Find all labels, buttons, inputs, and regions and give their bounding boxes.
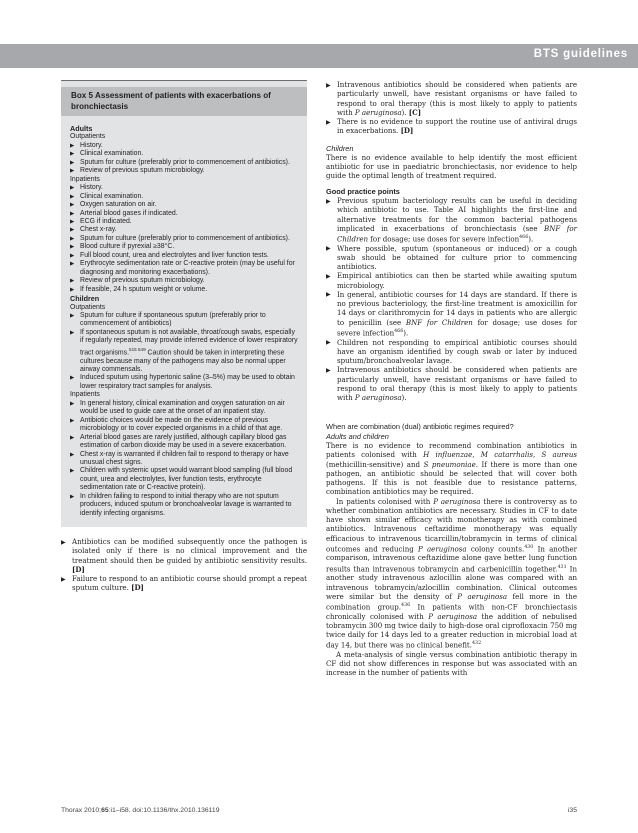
box-title: Box 5 Assessment of patients with exacerbations of bronchiectasis — [61, 87, 307, 116]
recommendation-item — [326, 80, 577, 117]
list-item: ▶ Oxygen saturation on air. — [70, 201, 298, 209]
list-item: ▶ Children with systemic upset would warrant blood sampling (full blood count, urea and electrolytes, liver function tests, erythrocyte sedimentation rate or C-reactive protein). — [70, 467, 298, 492]
gpp-text: for dosage; use doses for severe infection — [368, 234, 520, 244]
children-paragraph: There is no evidence available to help identify the most efficient antibiotic for use in paediatric bronchiectasis, nor evidence to help guide the optimal length of treatment required. — [326, 152, 577, 181]
recommendation-text: Antibiotics can be modified subsequently once the pathogen is isolated only if there is no clinical improvement and the treatment should then be guided by antibiotic sensitivity results. — [72, 537, 307, 565]
list-item: ▶ History. — [70, 184, 298, 192]
child-inpatients-list — [70, 400, 298, 518]
footer-citation: Thorax 2010;65:i1–i58. doi:10.1136/thx.2010.136119 — [61, 807, 220, 814]
good-practice-item: ▶ Children not responding to empirical antibiotic courses should have an organism identified by cough swab or later by induced sputum/bronchoalveolar lavage. — [326, 338, 577, 366]
box-body — [61, 116, 307, 527]
list-item: ▶ Arterial blood gases if indicated. — [70, 210, 298, 218]
list-item: ▶ Sputum for culture if spontaneous sputum (preferably prior to commencement of antibiotics) — [70, 312, 298, 329]
list-item: ▶ Review of previous sputum microbiology. — [70, 277, 298, 285]
children-subheading: Children — [326, 143, 354, 153]
gpp-text: Previous sputum bacteriology results can be useful in deciding which antibiotic to use. Table AI highlights the first-line and alternative treatments for the common bacterial pathogens implicated in exacerbations of bronchiectasis (see — [337, 196, 577, 233]
evidence-grade: [D] — [72, 564, 85, 574]
evidence-grade: [D] — [400, 126, 414, 136]
list-item: ▶ Sputum for culture (preferably prior to commencement of antibiotics). — [70, 235, 298, 243]
children-outpatients-label: Outpatients — [70, 303, 106, 311]
organism-name: P aeruginosa — [354, 107, 402, 117]
list-item: ▶ Sputum for culture (preferably prior to commencement of antibiotics). — [70, 159, 298, 167]
recommendation-text: Failure to respond to an antibiotic course should prompt a repeat sputum culture. — [72, 574, 307, 593]
gpp-text: Intravenous antibiotics should be considered when patients are particularly unwell, have resistant organisms or have failed to respond to oral therapy (this is most likely to apply to patients with — [337, 365, 577, 402]
list-item: ▶ In general history, clinical examination and oxygen saturation on air would be used to guide care at the onset of an inpatient stay. — [70, 400, 298, 417]
evidence-grade: [D] — [131, 583, 144, 593]
reference-title: BNF for Children — [405, 317, 473, 327]
right-column — [326, 80, 577, 678]
list-item: ▶ Chest x-ray is warranted if children fail to respond to therapy or have unusual chest signs. — [70, 451, 298, 468]
list-item: ▶ Erythrocyte sedimentation rate or C-reactive protein (may be useful for diagnosing and monitoring exacerbations). — [70, 260, 298, 277]
recommendation-text: Intravenous antibiotics should be considered when patients are particularly unwell, have resistant organisms or have failed to respond to oral therapy (this is most likely to apply to patients with — [337, 80, 577, 117]
recommendation-item — [61, 537, 307, 574]
reference-title: BNF for Children — [337, 223, 578, 244]
good-practice-item — [326, 290, 577, 338]
recommendation-text: There is no evidence to support the routine use of antiviral drugs in exacerbations. — [337, 117, 577, 136]
children-inpatients-label: Inpatients — [70, 391, 100, 399]
adults-outpatients-label: Outpatients — [70, 133, 106, 141]
recommendation-item — [61, 574, 307, 593]
list-item: ▶ Clinical examination. — [70, 150, 298, 158]
page-number: i35 — [567, 807, 577, 814]
list-item: ▶ Blood culture if pyrexial ≥38°C. — [70, 243, 298, 251]
list-item: ▶ In children failing to respond to initial therapy who are not sputum producers, induced sputum or bronchoalveolar lavage is warranted to identify infecting organisms. — [70, 493, 298, 518]
good-practice-heading: Good practice points — [326, 186, 400, 196]
list-item-text: If spontaneous sputum is not available, throat/cough swabs, especially if regularly repeated, may provide inferred evidence of lower respiratory tract organisms. — [80, 328, 298, 357]
evidence-grade: [C] — [408, 107, 422, 117]
child-outpatients-list — [70, 312, 298, 391]
list-item: ▶ Full blood count, urea and electrolytes and liver function tests. — [70, 252, 298, 260]
running-header-title: BTS guidelines — [533, 48, 628, 60]
paragraph: In patients colonised with P aeruginosa there is controversy as to whether combination antibiotics are necessary. Studies in CF to date have shown similar efficacy with monotherapy as with combined antibiotics. Intravenous ceftazidime monotherapy was equally efficacious to intravenous ticarcillin/tobramycin in terms of clinical outcomes and reducing P aeruginosa colony counts.$^{430}$ In another comparison, intravenous ceftazidime alone gave better lung function results than intravenous tobramycin and carbenicillin together.$^{431}$ In another study intravenous azlocillin alone was compared with an intravenous tobramycin/azlocillin combination. Clinical outcomes were similar but the density of P aeruginosa fell more in the combination group.$^{436}$ In patients with non-CF bronchiectasis chronically colonised with P aeruginosa the addition of nebulised tobramycin 300 mg twice daily to high-dose oral ciprofloxacin 750 mg twice daily for 14 days led to a greater reduction in microbial load at day 14, but there was no clinical benefit.$^{432}$ — [326, 496, 578, 650]
adults-heading: Adults — [70, 124, 93, 133]
list-item-text: Caution should be taken in interpreting these cultures because many of the pathogens may also be normal upper airway commensals. — [80, 349, 286, 373]
paragraph: There is no evidence to recommend combination antibiotics in patients colonised with H influenzae, M catarrhalis, S aureus (methicillin-sensitive) and S pneumoniae. If there is more than one pathogen, an antibiotic should be selected that will cover both pathogens. If this is not feasible due to resistance patterns, combination antibiotics may be required. — [326, 441, 577, 497]
list-item: ▶ Review of previous sputum microbiology. — [70, 167, 298, 175]
good-practice-item — [326, 365, 577, 402]
adults-inpatients-label: Inpatients — [70, 175, 100, 183]
reference: 466 — [519, 235, 529, 241]
box-5 — [61, 80, 307, 527]
good-practice-item: ▶ Empirical antibiotics can then be started while awaiting sputum microbiology. — [326, 271, 577, 290]
section-subheading: Adults and children — [326, 431, 389, 441]
left-recommendations — [61, 537, 307, 593]
good-practice-item: ▶ Where possible, sputum (spontaneous or induced) or a cough swab should be obtained for culture prior to commencing antibiotics. — [326, 244, 577, 272]
gpp-text: ). — [528, 234, 534, 244]
reference: 515 549 — [129, 346, 146, 352]
list-item: ▶ Arterial blood gases are rarely justified, although capillary blood gas estimation of carbon dioxide may be used in a severe exacerbation. — [70, 434, 298, 451]
gpp-text: ). — [403, 328, 409, 338]
gpp-text: ). — [401, 393, 407, 402]
organism-name: P aeruginosa — [354, 393, 402, 402]
adult-inpatients-list — [70, 184, 298, 294]
left-column — [61, 80, 307, 593]
recommendation-text: ). — [401, 107, 407, 117]
list-item — [70, 329, 298, 375]
reference: 466 — [394, 328, 404, 334]
recommendation-item — [326, 117, 577, 136]
list-item: ▶ History. — [70, 142, 298, 150]
adult-outpatients-list — [70, 142, 298, 176]
section-heading: When are combination (dual) antibiotic regimes required? — [326, 422, 514, 432]
list-item: ▶ Induced sputum using hypertonic saline (3–5%) may be used to obtain lower respiratory tract samples for analysis. — [70, 374, 298, 391]
children-heading: Children — [70, 294, 100, 304]
list-item: ▶ Clinical examination. — [70, 193, 298, 201]
list-item: ▶ Chest x-ray. — [70, 226, 298, 234]
gpp-text: for dosage; use doses for severe infection — [337, 317, 577, 338]
list-item: ▶ ECG if indicated. — [70, 218, 298, 226]
list-item: ▶ Antibiotic choices would be made on the evidence of previous microbiology or to cover expected organisms in a child of that age. — [70, 417, 298, 434]
paragraph: A meta-analysis of single versus combination antibiotic therapy in CF did not show differences in response but was associated with an increase in the number of patients with — [326, 649, 577, 678]
list-item: ▶ If feasible, 24 h sputum weight or volume. — [70, 286, 298, 294]
good-practice-item — [326, 196, 577, 244]
gpp-text: In general, antibiotic courses for 14 days are standard. If there is no previous bacteriology, the first-line treatment is amoxicillin for 14 days or clarithromycin for 14 days in patients who are allergic to penicillin (see — [337, 289, 577, 327]
header-bar — [0, 44, 638, 68]
